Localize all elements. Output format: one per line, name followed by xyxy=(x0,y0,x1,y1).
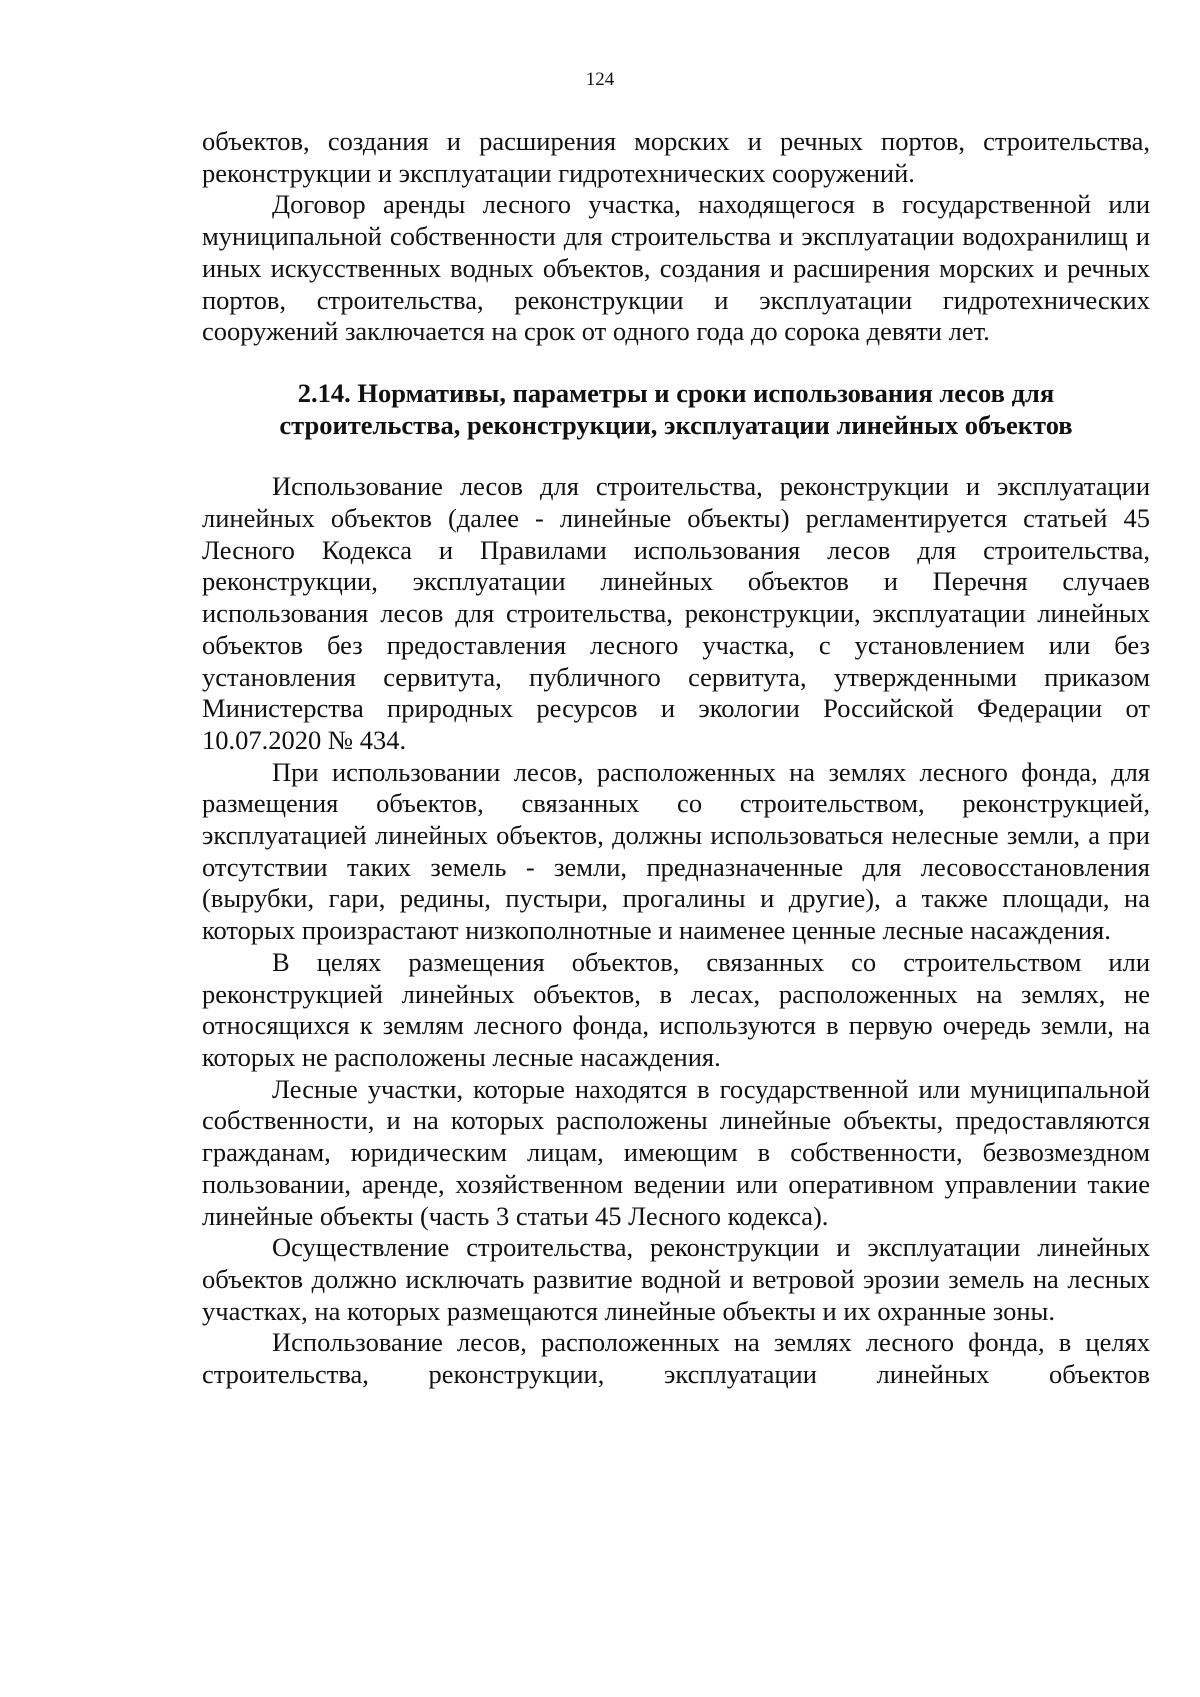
document-body xyxy=(202,126,1150,1391)
section-heading-line-2: строительства, реконструкции, эксплуатации линейных объектов xyxy=(279,409,1073,440)
section-paragraph: Использование лесов, расположенных на землях лесного фонда, в целях строительства, реконструкции, эксплуатации линейных объектов xyxy=(202,1327,1150,1390)
continuation-paragraph: объектов, создания и расширения морских и речных портов, строительства, реконструкции и эксплуатации гидротехнических сооружений. xyxy=(202,126,1150,188)
section-heading-line-1: 2.14. Нормативы, параметры и сроки использования лесов для xyxy=(297,377,1055,408)
lease-term-paragraph: Договор аренды лесного участка, находящегося в государственной или муниципальной собственности для строительства и эксплуатации водохранилищ и иных искусственных водных объектов, создания и расширения морских и речных портов, строительства, реконструкции и эксплуатации гидротехнических сооружений заключается на срок от одного года до сорока девяти лет. xyxy=(202,189,1150,347)
section-heading xyxy=(202,378,1150,441)
section-paragraph: В целях размещения объектов, связанных со строительством или реконструкцией линейных объектов, в лесах, расположенных на землях, не относящихся к землям лесного фонда, используются в первую очередь земли, на которых не расположены лесные насаждения. xyxy=(202,946,1150,1072)
section-paragraph: Осуществление строительства, реконструкции и эксплуатации линейных объектов должно исключать развитие водной и ветровой эрозии земель на лесных участках, на которых размещаются линейные объекты и их охранные зоны. xyxy=(202,1232,1150,1326)
section-paragraph: При использовании лесов, расположенных на землях лесного фонда, для размещения объектов, связанных со строительством, реконструкцией, эксплуатацией линейных объектов, должны использоваться нелесные земли, а при отсутствии таких земель - земли, предназначенные для лесовосстановления (вырубки, гари, редины, пустыри, прогалины и другие), а также площади, на которых произрастают низкополнотные и наименее ценные лесные насаждения. xyxy=(202,756,1150,946)
section-paragraph: Использование лесов для строительства, реконструкции и эксплуатации линейных объектов (далее - линейные объекты) регламентируется статьей 45 Лесного Кодекса и Правилами использования лесов для строительства, реконструкции, эксплуатации линейных объектов и Перечня случаев использования лесов для строительства, реконструкции, эксплуатации линейных объектов без предоставления лесного участка, с установлением или без установления сервитута, публичного сервитута, утвержденными приказом Министерства природных ресурсов и экологии Российской Федерации от 10.07.2020 № 434. xyxy=(202,471,1150,755)
section-paragraph: Лесные участки, которые находятся в государственной или муниципальной собственности, и на которых расположены линейные объекты, предоставляются гражданам, юридическим лицам, имеющим в собственности, безвозмездном пользовании, аренде, хозяйственном ведении или оперативном управлении такие линейные объекты (часть 3 статьи 45 Лесного кодекса). xyxy=(202,1073,1150,1231)
page-number: 124 xyxy=(585,69,615,90)
